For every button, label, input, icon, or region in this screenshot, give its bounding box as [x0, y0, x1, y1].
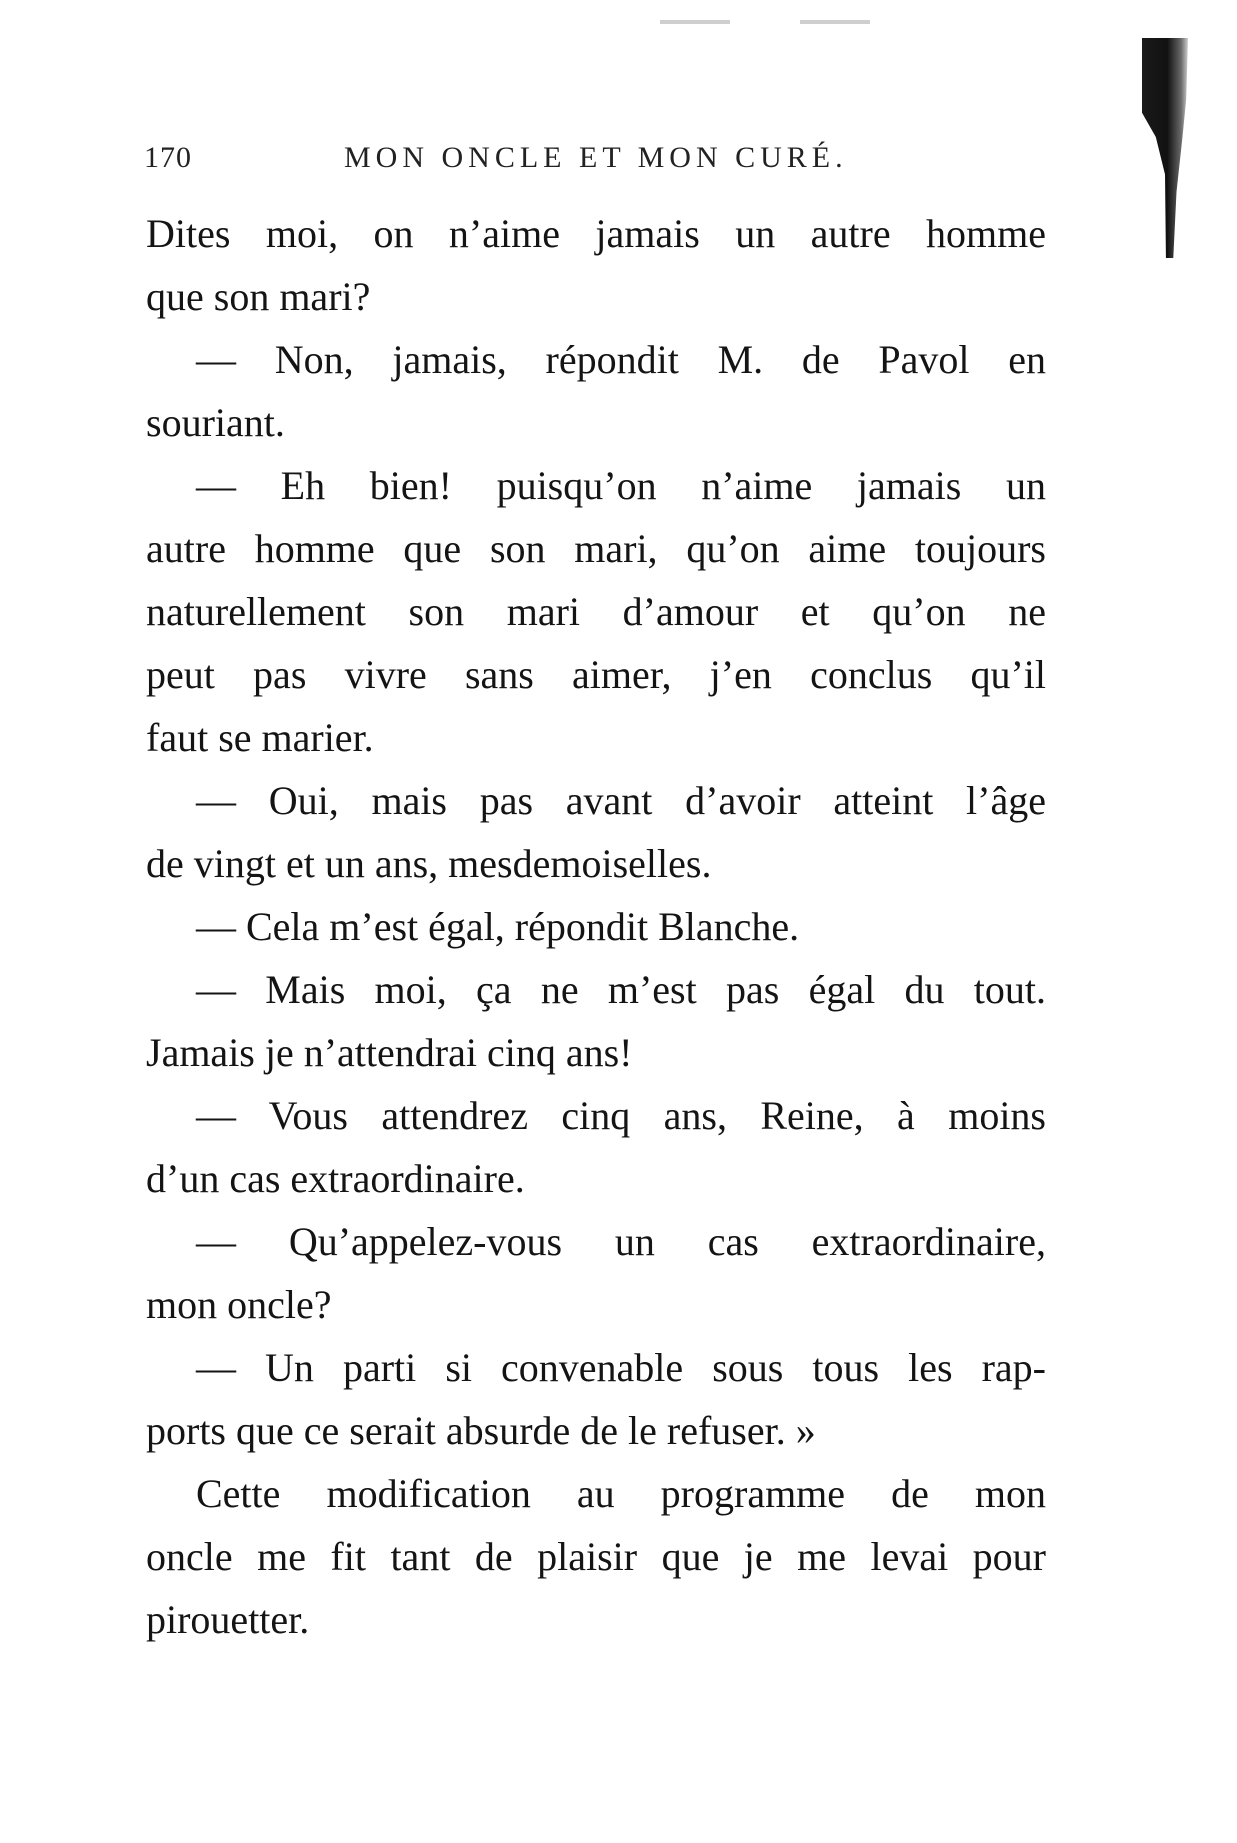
text-line: Cette modification au programme de mon: [196, 1471, 1046, 1516]
text-line: — Un parti si convenable sous tous les rap-: [196, 1345, 1046, 1390]
text-line: pirouetter.: [146, 1597, 310, 1642]
text-line: de vingt et un ans, mesdemoiselles.: [146, 841, 712, 886]
text-line: naturellement son mari d’amour et qu’on ne: [146, 589, 1046, 634]
text-line: — Mais moi, ça ne m’est pas égal du tout.: [196, 967, 1046, 1012]
text-line: — Oui, mais pas avant d’avoir atteint l’âge: [196, 778, 1046, 823]
text-line: ports que ce serait absurde de le refuser. »: [146, 1408, 816, 1453]
body-text: [146, 202, 1046, 1651]
page-number: 170: [144, 141, 192, 174]
text-line: Jamais je n’attendrai cinq ans!: [146, 1030, 633, 1075]
text-line: — Cela m’est égal, répondit Blanche.: [196, 904, 800, 949]
text-line: souriant.: [146, 400, 285, 445]
text-line: — Qu’appelez-vous un cas extraordinaire,: [196, 1219, 1046, 1264]
text-line: peut pas vivre sans aimer, j’en conclus qu’il: [146, 652, 1046, 697]
text-line: que son mari?: [146, 274, 371, 319]
text-line: Dites moi, on n’aime jamais un autre homme: [146, 211, 1046, 256]
page-header: [144, 141, 944, 181]
text-line: d’un cas extraordinaire.: [146, 1156, 525, 1201]
running-title: MON ONCLE ET MON CURÉ.: [344, 141, 848, 174]
scan-speck: [660, 20, 730, 24]
scan-edge-shadow: [1142, 38, 1188, 258]
scan-speck: [800, 20, 870, 24]
text-line: faut se marier.: [146, 715, 374, 760]
text-line: mon oncle?: [146, 1282, 332, 1327]
text-line: — Eh bien! puisqu’on n’aime jamais un: [196, 463, 1046, 508]
text-line: autre homme que son mari, qu’on aime toujours: [146, 526, 1046, 571]
text-line: — Non, jamais, répondit M. de Pavol en: [196, 337, 1046, 382]
text-line: — Vous attendrez cinq ans, Reine, à moins: [196, 1093, 1046, 1138]
text-line: oncle me fit tant de plaisir que je me levai pour: [146, 1534, 1046, 1579]
